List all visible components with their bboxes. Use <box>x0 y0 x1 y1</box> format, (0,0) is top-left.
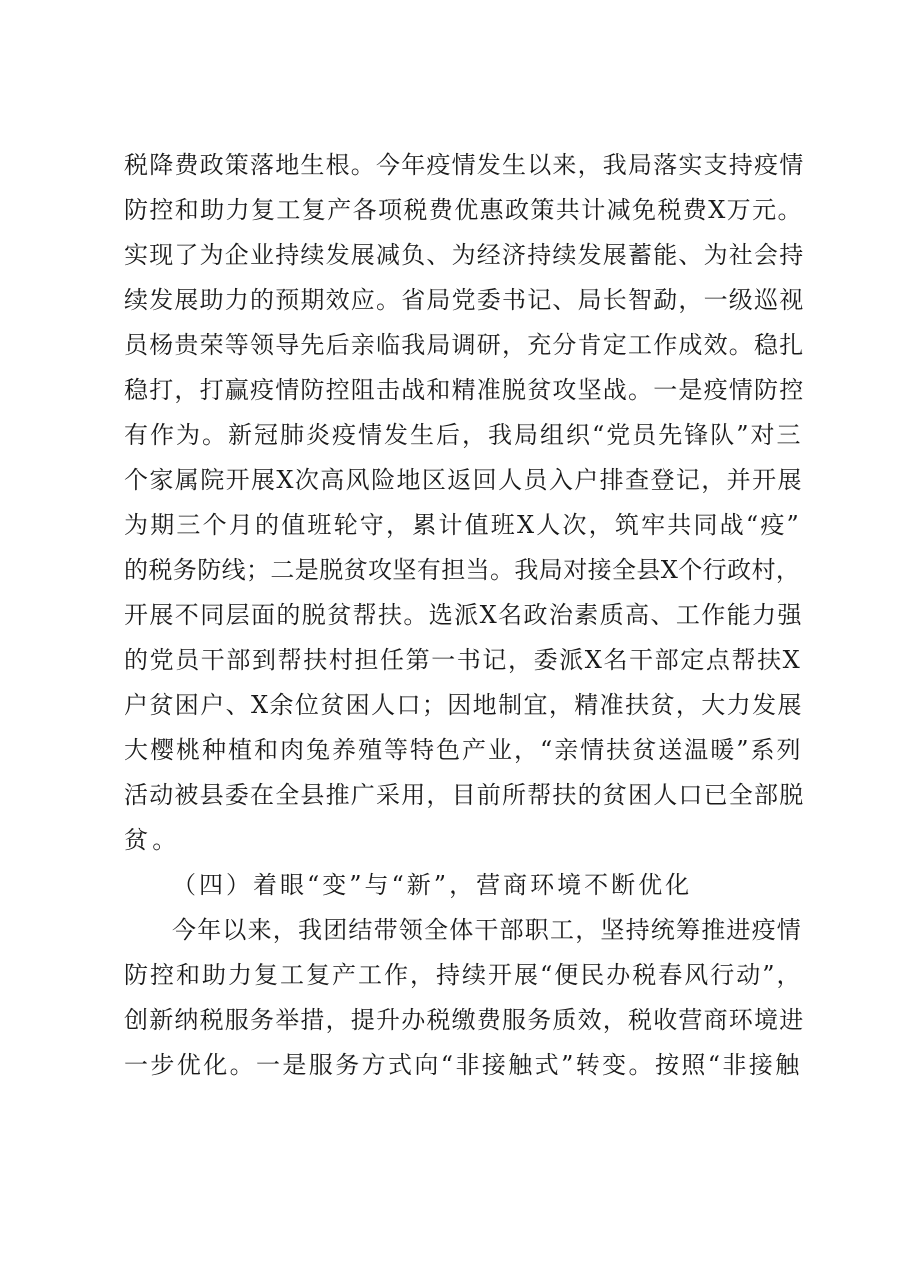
body-text-line: 有作为。新冠肺炎疫情发生后，我局组织“党员先锋队”对三 <box>124 421 803 449</box>
body-text-line: 防控和助力复工复产各项税费优惠政策共计减免税费X万元。 <box>124 196 803 224</box>
body-text-line: 防控和助力复工复产工作，持续开展“便民办税春风行动”， <box>124 961 803 989</box>
body-text-line: 实现了为企业持续发展减负、为经济持续发展蓄能、为社会持 <box>124 241 805 269</box>
body-text-line: 为期三个月的值班轮守，累计值班X人次，筑牢共同战“疫” <box>124 511 802 539</box>
body-text-line: 员杨贵荣等领导先后亲临我局调研，充分肯定工作成效。稳扎 <box>124 331 805 359</box>
body-text-line: 创新纳税服务举措，提升办税缴费服务质效，税收营商环境进 <box>124 1006 805 1034</box>
body-text-line: 活动被县委在全县推广采用，目前所帮扶的贫困人口已全部脱 <box>124 781 805 809</box>
body-text-line: 续发展助力的预期效应。省局党委书记、局长智勐，一级巡视 <box>124 286 805 314</box>
body-text-line: 税降费政策落地生根。今年疫情发生以来，我局落实支持疫情 <box>124 151 805 179</box>
body-text-line: 贫。 <box>124 826 181 854</box>
paragraph-first-line: 今年以来，我团结带领全体干部职工，坚持统筹推进疫情 <box>172 916 802 944</box>
body-text-line: 大樱桃种植和肉兔养殖等特色产业，“亲情扶贫送温暖”系列 <box>124 736 803 764</box>
body-text-line: 稳打，打赢疫情防控阻击战和精准脱贫攻坚战。一是疫情防控 <box>124 376 805 404</box>
body-text-line: 个家属院开展X次高风险地区返回人员入户排查登记，并开展 <box>124 466 803 494</box>
body-text-line: 的税务防线；二是脱贫攻坚有担当。我局对接全县X个行政村， <box>124 556 801 584</box>
body-text-line: 开展不同层面的脱贫帮扶。选派X名政治素质高、工作能力强 <box>124 601 803 629</box>
section-heading: （四）着眼“变”与“新”，营商环境不断优化 <box>172 871 693 899</box>
body-text-line: 一步优化。一是服务方式向“非接触式”转变。按照“非接触 <box>124 1051 802 1079</box>
body-text-line: 户贫困户、X余位贫困人口；因地制宜，精准扶贫，大力发展 <box>124 691 803 719</box>
body-text-line: 的党员干部到帮扶村担任第一书记，委派X名干部定点帮扶X <box>124 646 802 674</box>
